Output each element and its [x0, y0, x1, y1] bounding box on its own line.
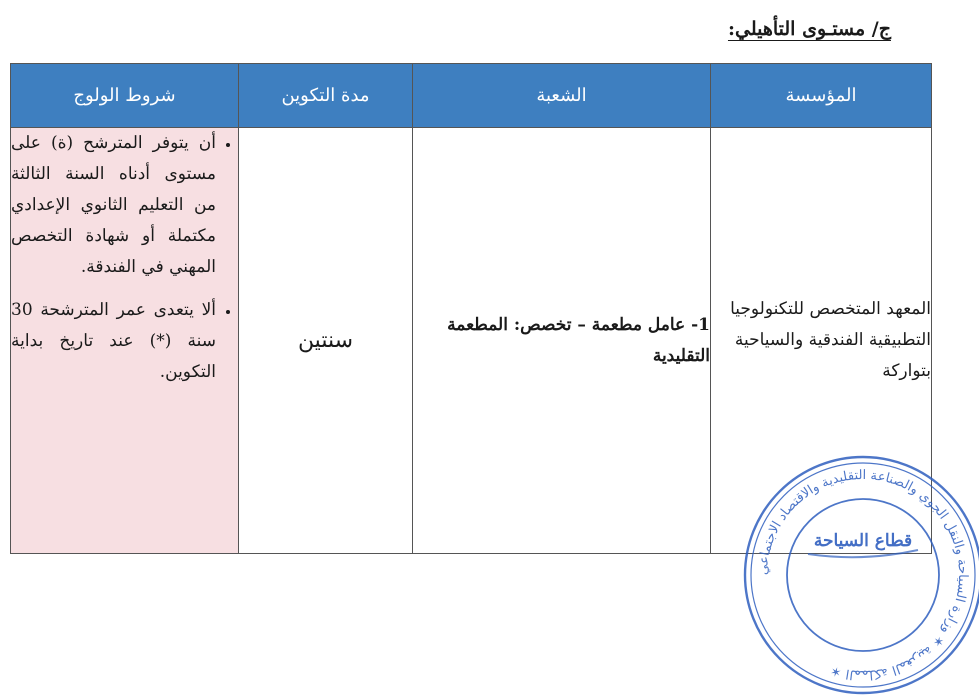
- header-duration: مدة التكوين: [239, 64, 413, 128]
- stamp-ring-text: المملكة المغربية ✶ وزارة السياحة والنقل الجوي والصناعة التقليدية والاقتصاد الاجتماعي ✶: [755, 467, 971, 683]
- table-header-row: [11, 64, 932, 128]
- cell-branch: 1- عامل مطعمة – تخصص: المطعمة التقليدية: [413, 128, 711, 554]
- stamp-center-text: قطاع السياحة: [813, 531, 913, 551]
- condition-item: • ألا يتعدى عمر المترشحة 30 سنة (*) عند تاريخ بداية التكوين.: [11, 295, 216, 388]
- condition-item: • أن يتوفر المترشح (ة) على مستوى أدناه السنة الثالثة من التعليم الثانوي الإعدادي مكتملة أو شهادة التخصص المهني في الفندقة.: [11, 128, 216, 283]
- section-heading: ج/ مستـوى التأهيلي:: [727, 18, 891, 40]
- cell-conditions: [11, 128, 239, 554]
- conditions-list: [11, 128, 238, 388]
- official-stamp: [738, 450, 979, 700]
- header-institution: المؤسسة: [711, 64, 932, 128]
- header-branch: الشعبة: [413, 64, 711, 128]
- cell-duration: سنتين: [239, 128, 413, 554]
- svg-text:المملكة المغربية ✶ وزارة السيا: [756, 468, 970, 682]
- header-conditions: شروط الولوج: [11, 64, 239, 128]
- cell-institution: المعهد المتخصص للتكنولوجيا التطبيقية الفندقية والسياحية بتواركة: [711, 128, 932, 554]
